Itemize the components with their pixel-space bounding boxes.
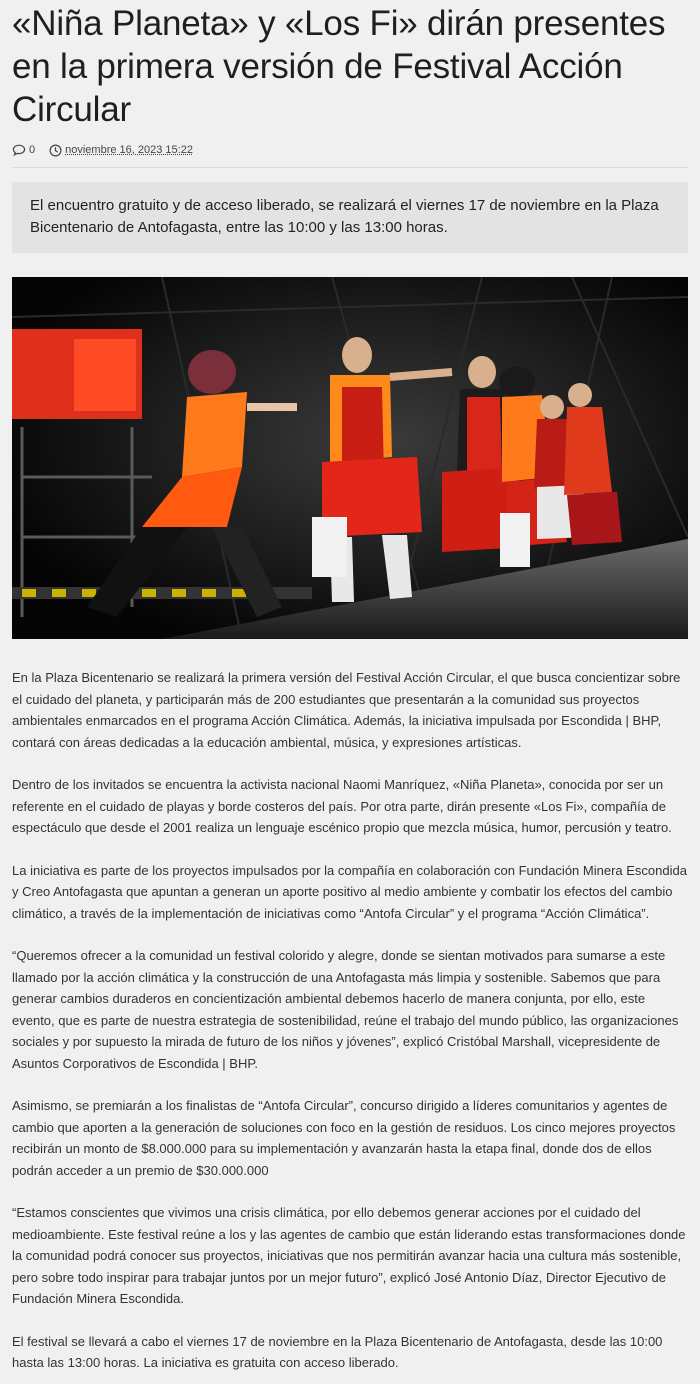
article-paragraph: Asimismo, se premiarán a los finalistas de “Antofa Circular”, concurso dirigido a líderes comunitarios y agentes de cambio que aporten a la generación de soluciones con foco en la gestión de residuos. Los cinco mejores proyectos recibirán un monto de $8.000.000 para su implementación y avanzarán hasta la etapa final, donde dos de ellos podrán acceder a un premio de $30.000.000 <box>12 1098 676 1178</box>
comments-link[interactable] <box>12 144 35 156</box>
comments-count: 0 <box>29 144 36 156</box>
article-title: «Niña Planeta» y «Los Fi» dirán presentes en la primera versión de Festival Acción Circular <box>12 4 666 129</box>
article-paragraph: El festival se llevará a cabo el viernes 17 de noviembre en la Plaza Bicentenario de Antofagasta, desde las 10:00 hasta las 13:00 horas. La iniciativa es gratuita con acceso liberado. <box>12 1333 663 1370</box>
article-paragraph: Dentro de los invitados se encuentra la activista nacional Naomi Manríquez, «Niña Planeta», conocida por ser un referente en el cuidado de playas y borde costeros del país. Por otra parte, dirán presente «Los Fi», compañía de espectáculo que desde el 2001 realiza un lenguaje escénico propio que mezcla música, humor, percusión y teatro. <box>12 777 672 835</box>
article-meta <box>12 141 688 159</box>
article-paragraph: “Queremos ofrecer a la comunidad un festival colorido y alegre, donde se sientan motivados para sumarse a este llamado por la acción climática y la construcción de una Antofagasta más limpia y sostenible. Sabemos que para generar cambios duraderos en concientización ambiental debemos hacerlo de manera conjunta, por ello, este evento, que es parte de nuestra estrategia de sostenibilidad, reúne el trabajo del mundo público, las organizaciones sociales y por supuesto la mirada de futuro de los niños y jóvenes”, explicó Cristóbal Marshall, vicepresidente de Asuntos Corporativos de Escondida | BHP. <box>12 948 679 1071</box>
article-lead: El encuentro gratuito y de acceso liberado, se realizará el viernes 17 de noviembre en la Plaza Bicentenario de Antofagasta, entre las 10:00 y las 13:00 horas. <box>12 182 688 253</box>
publish-date <box>49 144 193 157</box>
publish-date-text: noviembre 16, 2023 15:22 <box>65 144 193 156</box>
article-body <box>12 667 688 1374</box>
article-paragraph: En la Plaza Bicentenario se realizará la primera versión del Festival Acción Circular, el que busca concientizar sobre el cuidado del planeta, y participarán más de 200 estudiantes que presentarán a la comunidad sus proyectos ambientales enmarcados en el programa Acción Climática. Además, la iniciativa impulsada por Escondida | BHP, contará con áreas dedicadas a la educación ambiental, música, y expresiones artísticas. <box>12 670 681 750</box>
article-paragraph: La iniciativa es parte de los proyectos impulsados por la compañía en colaboración con Fundación Minera Escondida y Creo Antofagasta que apuntan a generan un aporte positivo al medio ambiente y combatir los efectos del cambio climático, a través de la implementación de iniciativas como “Antofa Circular” y el programa “Acción Climática”. <box>12 862 687 921</box>
comment-icon <box>12 144 26 156</box>
article-paragraph: “Estamos conscientes que vivimos una crisis climática, por ello debemos generar acciones por el cuidado del medioambiente. Este festival reúne a los y las agentes de cambio que están liderando estas transformaciones donde la comunidad podrá conocer sus proyectos, iniciativas que nos permitirán avanzar hacia una cultura más sostenible, pero sobre todo inspirar para trabajar juntos por un mejor futuro”, explicó José Antonio Díaz, Director Ejecutivo de Fundación Minera Escondida. <box>12 1205 686 1306</box>
meta-divider <box>12 167 688 168</box>
article-photo <box>12 277 688 639</box>
clock-icon <box>49 144 62 157</box>
